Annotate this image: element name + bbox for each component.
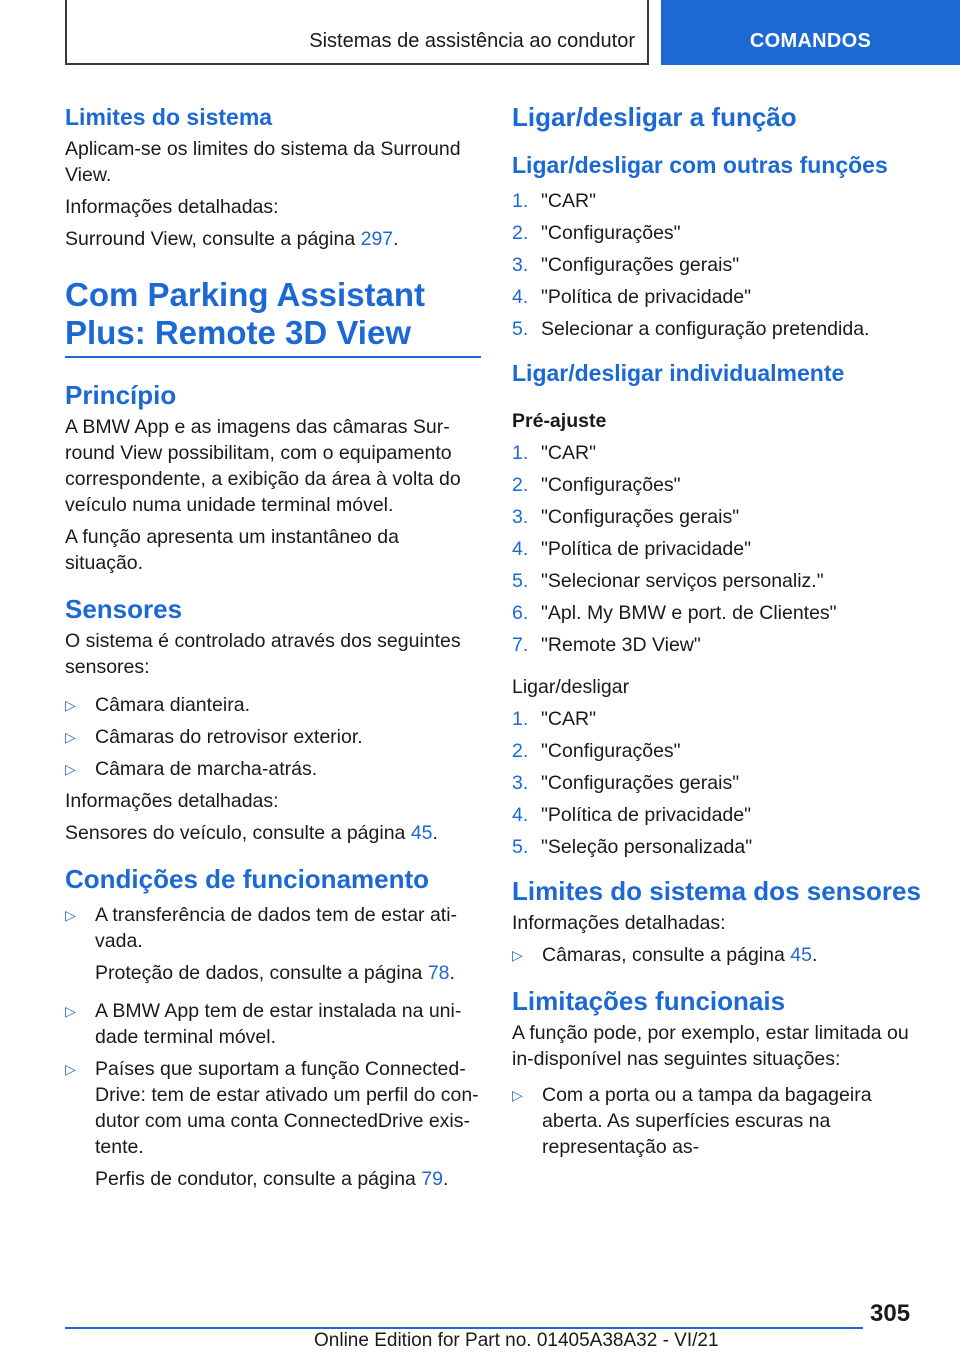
heading-condicoes-de-funcionamento: Condições de funcionamento — [65, 864, 430, 894]
page-link[interactable]: 45 — [410, 822, 433, 844]
heading-outras-funcoes: Ligar/desligar com outras funções — [512, 152, 888, 178]
page-link[interactable]: 45 — [790, 944, 812, 966]
step-item: 2. "Configurações" — [512, 474, 681, 496]
step-number: 4. — [512, 538, 529, 560]
step-number: 3. — [512, 506, 529, 528]
footer-divider — [65, 1327, 863, 1329]
paragraph: Informações detalhadas: — [512, 912, 726, 934]
step-item: 6. "Apl. My BMW e port. de Clientes" — [512, 602, 837, 624]
triangle-bullet-icon: ▷ — [65, 729, 76, 745]
heading-sensores: Sensores — [65, 594, 183, 624]
heading-individualmente: Ligar/desligar individualmente — [512, 360, 845, 386]
paragraph: Informações detalhadas: — [65, 790, 279, 812]
cross-reference: Surround View, consulte a página 297. — [65, 228, 399, 250]
step-item: 3. "Configurações gerais" — [512, 506, 740, 528]
step-number: 5. — [512, 570, 529, 592]
right-column — [512, 100, 930, 1166]
list-item: ▷ Câmara de marcha-atrás. — [65, 758, 318, 780]
step-item: 3. "Configurações gerais" — [512, 772, 740, 794]
triangle-bullet-icon: ▷ — [65, 761, 76, 777]
step-number: 1. — [512, 708, 529, 730]
paragraph: A função apresenta um instantâneo da situação. — [65, 526, 399, 574]
chapter-title-line-1: Com Parking Assistant — [65, 276, 426, 313]
list-item: ▷ A BMW App tem de estar instalada na uni-dade terminal móvel. — [65, 1000, 462, 1048]
step-number: 1. — [512, 190, 529, 212]
step-number: 3. — [512, 772, 529, 794]
step-item: 2. "Configurações" — [512, 222, 681, 244]
list-item: ▷ Câmara dianteira. — [65, 694, 250, 716]
heading-limitacoes-funcionais: Limitações funcionais — [512, 986, 786, 1016]
heading-ligar-desligar-a-funcao: Ligar/desligar a função — [512, 102, 797, 132]
header-chapter-title: COMANDOS — [749, 30, 872, 52]
subheading-ligar-desligar: Ligar/desligar — [512, 676, 630, 698]
page-link[interactable]: 79 — [421, 1168, 444, 1190]
step-item: 7. "Remote 3D View" — [512, 634, 701, 656]
step-item: 5. "Seleção personalizada" — [512, 836, 753, 858]
triangle-bullet-icon: ▷ — [512, 1087, 523, 1103]
cross-reference: Proteção de dados, consulte a página 78. — [95, 962, 455, 984]
chapter-title-line-2: Plus: Remote 3D View — [65, 314, 412, 351]
triangle-bullet-icon: ▷ — [65, 1061, 76, 1077]
step-item: 4. "Política de privacidade" — [512, 804, 752, 826]
step-item: 1. "CAR" — [512, 708, 597, 730]
paragraph: O sistema é controlado através dos seguintes sensores: — [65, 630, 461, 678]
step-item: 1. "CAR" — [512, 442, 597, 464]
title-divider — [65, 356, 481, 358]
page-link[interactable]: 297 — [360, 228, 394, 250]
triangle-bullet-icon: ▷ — [512, 947, 523, 963]
page-number: 305 — [870, 1300, 911, 1327]
triangle-bullet-icon: ▷ — [65, 907, 76, 923]
step-number: 3. — [512, 254, 529, 276]
header-chapter-tab — [661, 0, 960, 65]
page-link[interactable]: 78 — [427, 962, 450, 984]
list-item: ▷ Com a porta ou a tampa da bagageira aberta. As superfícies escuras na representação as- — [512, 1084, 872, 1158]
header-section-title: Sistemas de assistência ao condutor — [309, 30, 635, 52]
step-number: 1. — [512, 442, 529, 464]
heading-principio: Princípio — [65, 380, 177, 410]
heading-limites-do-sistema: Limites do sistema — [65, 104, 273, 130]
list-item: ▷ Câmaras do retrovisor exterior. — [65, 726, 363, 748]
triangle-bullet-icon: ▷ — [65, 697, 76, 713]
step-number: 2. — [512, 740, 529, 762]
cross-reference: Sensores do veículo, consulte a página 45. — [65, 822, 438, 844]
list-item: ▷ Câmaras, consulte a página 45. — [512, 944, 818, 966]
step-number: 7. — [512, 634, 529, 656]
paragraph: Aplicam-se os limites do sistema da Surround View. — [65, 138, 461, 186]
heading-limites-sensores: Limites do sistema dos sensores — [512, 876, 921, 906]
step-number: 4. — [512, 286, 529, 308]
step-item: 4. "Política de privacidade" — [512, 538, 752, 560]
step-number: 5. — [512, 318, 529, 340]
list-item: ▷ A transferência de dados tem de estar ati-vada. — [65, 904, 458, 952]
step-item: 5. "Selecionar serviços personaliz." — [512, 570, 824, 592]
step-item: 2. "Configurações" — [512, 740, 681, 762]
step-item: 1. "CAR" — [512, 190, 597, 212]
step-number: 2. — [512, 222, 529, 244]
step-number: 2. — [512, 474, 529, 496]
cross-reference: Perfis de condutor, consulte a página 79. — [95, 1168, 449, 1190]
left-column — [65, 100, 481, 1198]
header-section-box — [65, 0, 649, 65]
paragraph: A BMW App e as imagens das câmaras Sur-round View possibilitam, com o equipamento correspondente, a exibição da área à volta do veículo numa unidade terminal móvel. — [65, 416, 461, 516]
step-item: 4. "Política de privacidade" — [512, 286, 752, 308]
step-number: 4. — [512, 804, 529, 826]
step-number: 6. — [512, 602, 529, 624]
list-item: ▷ Países que suportam a função Connected-Drive: tem de estar ativado um perfil do con-dutor com uma conta ConnectedDrive exis-tente. — [65, 1058, 479, 1158]
paragraph: A função pode, por exemplo, estar limitada ou in-disponível nas seguintes situações: — [512, 1022, 909, 1070]
paragraph: Informações detalhadas: — [65, 196, 279, 218]
footer-edition: Online Edition for Part no. 01405A38A32 - VI/21 — [314, 1330, 719, 1351]
step-item: 5. Selecionar a configuração pretendida. — [512, 318, 870, 340]
step-number: 5. — [512, 836, 529, 858]
triangle-bullet-icon: ▷ — [65, 1003, 76, 1019]
step-item: 3. "Configurações gerais" — [512, 254, 740, 276]
subheading-pre-ajuste: Pré-ajuste — [512, 410, 607, 432]
